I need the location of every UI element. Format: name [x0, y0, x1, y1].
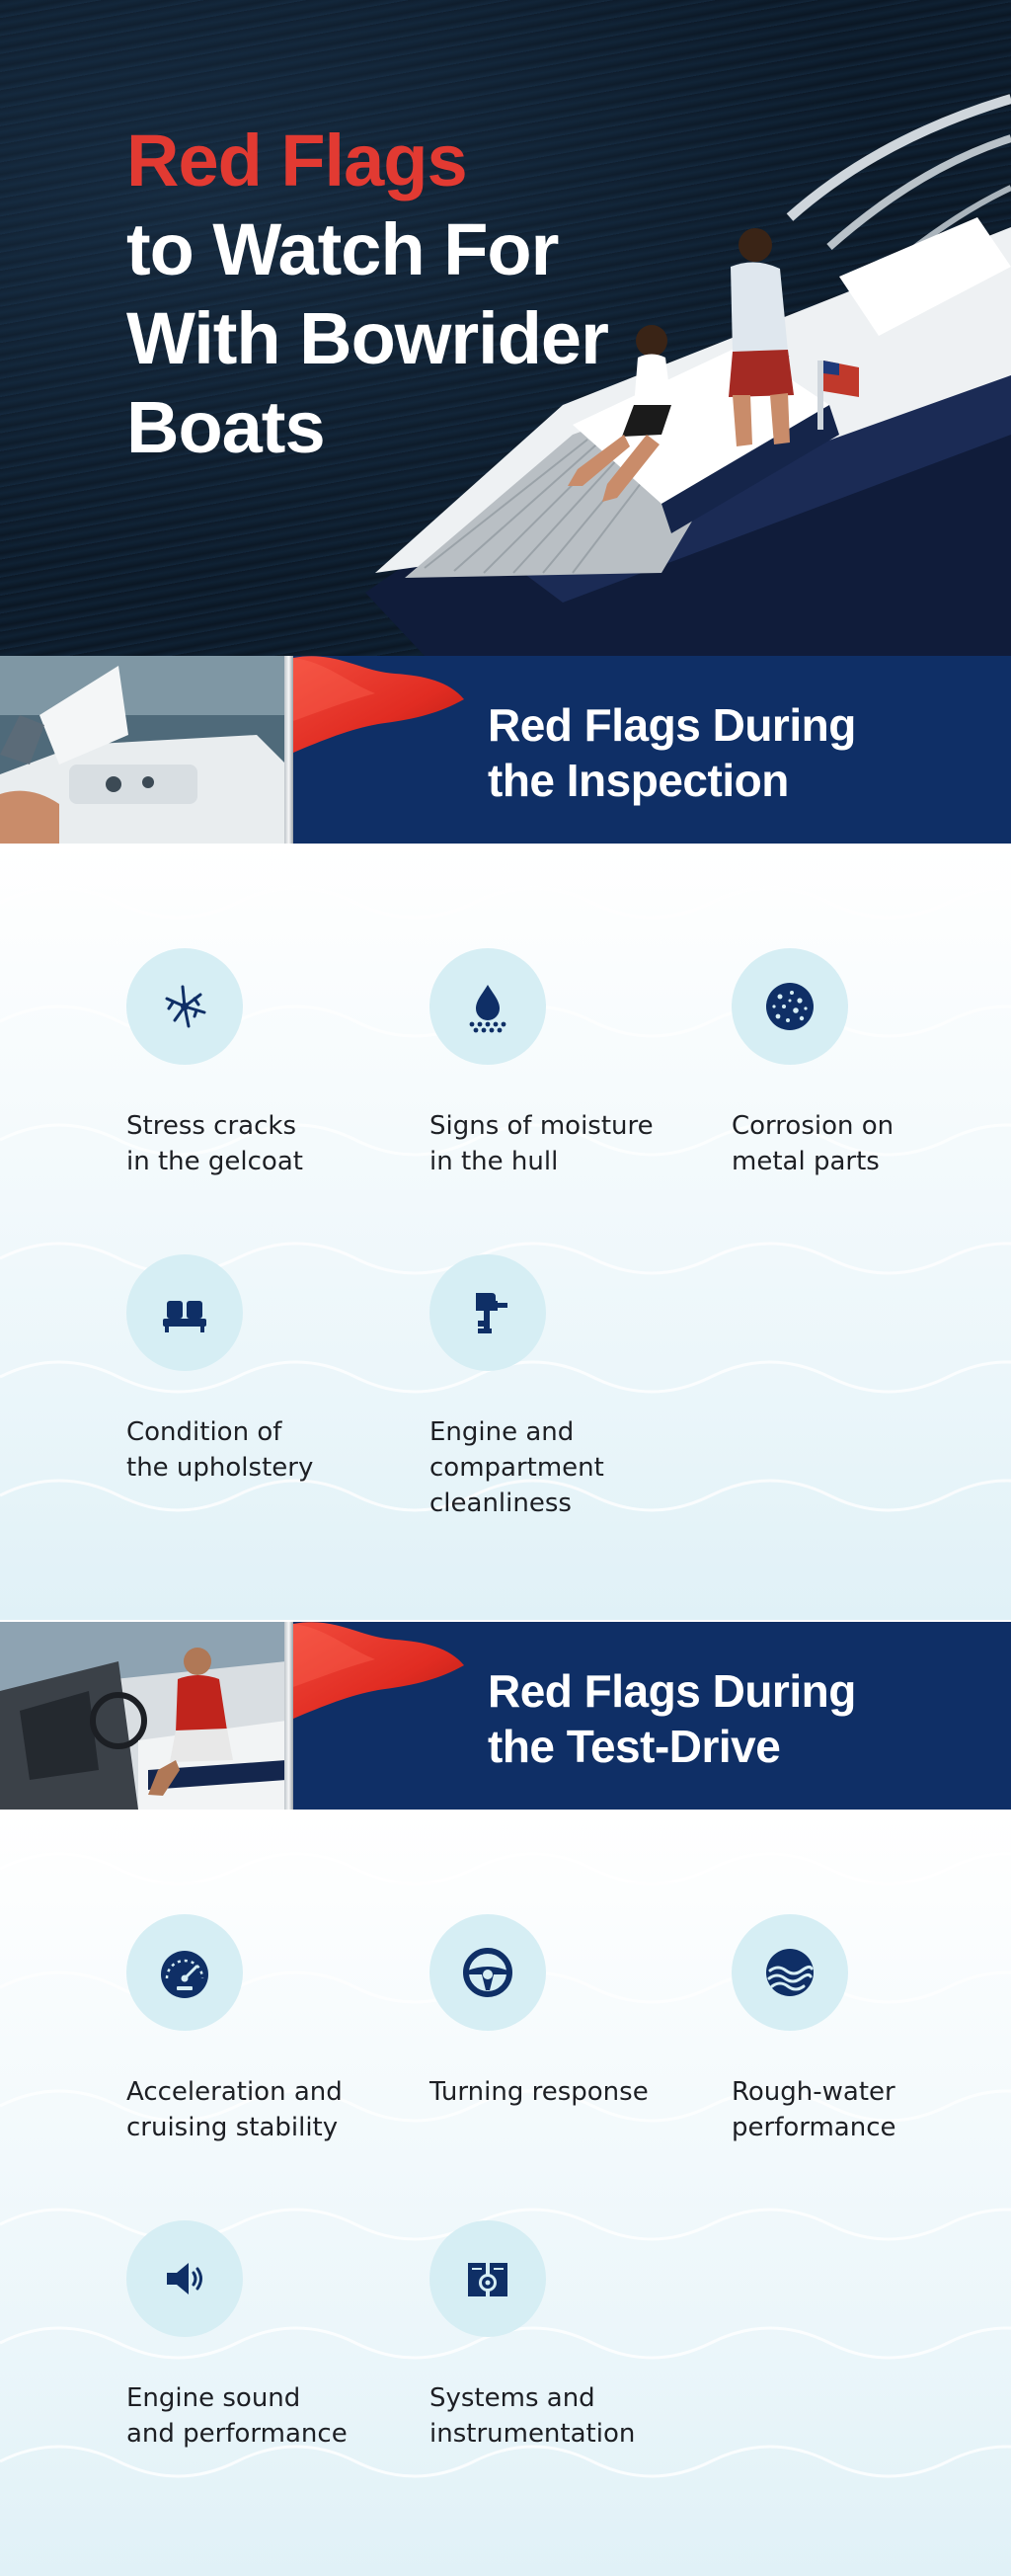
outboard-engine-icon: [458, 1283, 517, 1342]
section-title-test-drive: Red Flags During the Test-Drive: [488, 1665, 856, 1772]
hero-title-line-3: Boats: [126, 386, 325, 468]
corrosion-dots-icon: [760, 977, 819, 1036]
item-label: Stress cracks in the gelcoat: [126, 1111, 303, 1176]
item-label: Turning response: [429, 2077, 649, 2107]
section-title-inspection: Red Flags During the Inspection: [488, 699, 856, 806]
bowrider-boat-image: [365, 79, 1011, 656]
hero-section: [0, 0, 1011, 656]
steering-wheel-icon: [458, 1943, 517, 2002]
hero-title-line-1: to Watch For: [126, 208, 559, 290]
manual-gear-icon: [458, 2249, 517, 2308]
red-flag-icon: [267, 642, 474, 869]
section-banner-inspection: [0, 656, 1011, 844]
test-drive-photo: [0, 1622, 286, 1810]
item-label: Signs of moisture in the hull: [429, 1111, 654, 1176]
item-label: Engine and compartment cleanliness: [429, 1417, 604, 1518]
item-label: Engine sound and performance: [126, 2383, 348, 2449]
inspection-photo: [0, 656, 286, 844]
inspection-content: [0, 844, 1011, 1620]
item-label: Rough-water performance: [732, 2077, 896, 2142]
water-drop-icon: [458, 977, 517, 1036]
item-label: Acceleration and cruising stability: [126, 2077, 343, 2142]
hero-title-accent: Red Flags: [126, 120, 467, 201]
item-label: Condition of the upholstery: [126, 1417, 314, 1483]
section-banner-test-drive: [0, 1622, 1011, 1810]
waves-globe-icon: [760, 1943, 819, 2002]
test-drive-content: [0, 1810, 1011, 2576]
speaker-icon: [155, 2249, 214, 2308]
red-flag-icon: [267, 1608, 474, 1835]
cracked-glass-icon: [155, 977, 214, 1036]
item-label: Systems and instrumentation: [429, 2383, 636, 2449]
speedometer-icon: [155, 1943, 214, 2002]
item-label: Corrosion on metal parts: [732, 1111, 894, 1176]
boat-seat-icon: [155, 1283, 214, 1342]
hero-title-line-2: With Bowrider: [126, 297, 608, 379]
